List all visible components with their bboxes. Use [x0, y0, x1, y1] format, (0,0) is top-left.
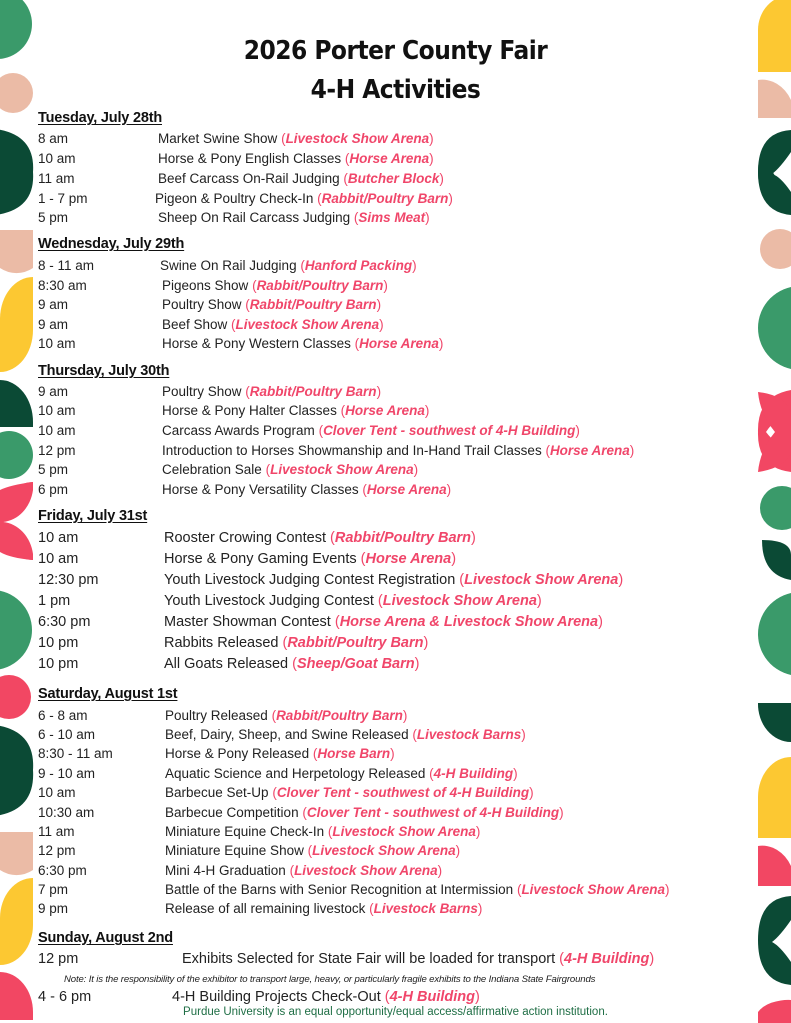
event-description — [162, 443, 634, 458]
event-description — [162, 423, 580, 438]
event-location-name: Horse Arena — [359, 336, 439, 351]
event-description — [165, 843, 460, 858]
event-location-name: Rabbit/Poultry Barn — [276, 708, 403, 723]
event-location: (Rabbit/Poultry Barn) — [241, 384, 382, 399]
event-name: Beef Show — [162, 317, 228, 332]
day-heading: Saturday, August 1st — [38, 686, 178, 702]
event-name: Introduction to Horses Showmanship and In-Hand Trail Classes — [162, 443, 542, 458]
event-location: (4-H Building) — [425, 766, 518, 781]
event-name: Barbecue Competition — [165, 805, 299, 820]
event-name: Mini 4-H Graduation — [165, 863, 286, 878]
event-location: (Rabbit/Poultry Barn) — [267, 708, 408, 723]
event-location-name: Horse Arena — [349, 151, 430, 166]
event-time: 10:30 am — [38, 805, 95, 820]
footer-disclaimer: Purdue University is an equal opportunity/equal access/affirmative action institution. — [183, 1006, 608, 1018]
event-location-name: Horse Barn — [317, 746, 391, 761]
event-time: 6:30 pm — [38, 863, 87, 878]
event-name: Market Swine Show — [158, 131, 278, 146]
event-description — [164, 614, 603, 630]
event-description — [162, 278, 388, 293]
event-name: Aquatic Science and Herpetology Released — [165, 766, 426, 781]
event-description — [162, 336, 443, 351]
event-name: Exhibits Selected for State Fair will be loaded for transport — [182, 951, 556, 967]
event-name: Horse & Pony Released — [165, 746, 310, 761]
event-name: Battle of the Barns with Senior Recognition at Intermission — [165, 882, 514, 897]
event-location-name: Sims Meat — [358, 210, 426, 225]
event-location-name: 4-H Building — [564, 951, 650, 967]
event-description — [164, 551, 456, 567]
event-time: 1 pm — [38, 593, 71, 609]
pink-quarter-shape — [758, 846, 791, 886]
event-location: (Clover Tent - southwest of 4-H Building) — [298, 805, 564, 820]
pink-petal-fill-shape — [758, 392, 791, 472]
event-location: (Horse Barn) — [309, 746, 395, 761]
event-time: 8 - 11 am — [38, 258, 95, 273]
event-location-name: Rabbit/Poultry Barn — [334, 530, 472, 546]
event-location: (Rabbit/Poultry Barn) — [248, 278, 388, 293]
event-time: 9 pm — [38, 901, 69, 916]
event-time: 10 am — [38, 530, 79, 546]
dark-green-half-shape — [758, 703, 791, 742]
event-time: 12 pm — [38, 951, 79, 967]
dark-green-chevron-shape — [758, 130, 791, 215]
event-description — [165, 882, 669, 897]
event-name: Barbecue Set-Up — [165, 785, 269, 800]
event-time: 10 am — [38, 336, 76, 351]
day-heading: Sunday, August 2nd — [38, 930, 173, 946]
pink-petal-shape — [0, 482, 33, 560]
event-description — [165, 746, 395, 761]
event-location: (Horse Arena) — [341, 151, 434, 166]
dark-green-leaf-shape — [762, 540, 791, 580]
event-time: 8:30 am — [38, 278, 87, 293]
event-location: (Livestock Show Arena) — [303, 843, 461, 858]
event-description — [158, 171, 444, 186]
event-description — [162, 403, 429, 418]
event-time: 9 am — [38, 317, 69, 332]
event-name: Horse & Pony English Classes — [158, 151, 342, 166]
event-name: All Goats Released — [164, 656, 289, 672]
yellow-leaf-shape — [0, 277, 33, 372]
event-time: 6 - 10 am — [38, 727, 96, 742]
event-description — [164, 593, 542, 609]
event-name: Rooster Crowing Contest — [164, 530, 326, 546]
yellow-leaf-shape — [758, 757, 791, 838]
event-location-name: Hanford Packing — [304, 258, 413, 273]
event-description — [162, 482, 451, 497]
event-location: (Livestock Show Arena) — [261, 462, 419, 477]
event-location-name: Horse Arena — [365, 551, 452, 567]
peach-quarter-shape — [0, 832, 33, 875]
event-time: 6 - 8 am — [38, 708, 88, 723]
event-name: Horse & Pony Western Classes — [162, 336, 351, 351]
event-time: 4 - 6 pm — [38, 989, 92, 1005]
day-heading: Wednesday, July 29th — [38, 236, 185, 252]
event-time: 6 pm — [38, 482, 69, 497]
event-location: (Horse Arena) — [356, 551, 457, 567]
dark-green-chevron-shape — [0, 724, 33, 817]
event-name: Celebration Sale — [162, 462, 262, 477]
event-location: (Horse Arena) — [358, 482, 452, 497]
event-location-name: Livestock Barns — [416, 727, 522, 742]
event-description — [160, 258, 417, 273]
peach-circle-shape — [760, 229, 791, 269]
event-description — [164, 635, 428, 651]
event-time: 10 pm — [38, 656, 79, 672]
event-description — [165, 766, 518, 781]
event-location-name: Rabbit/Poultry Barn — [287, 635, 424, 651]
event-location: (Clover Tent - southwest of 4-H Building) — [314, 423, 580, 438]
event-location-name: Livestock Show Arena — [332, 824, 476, 839]
peach-quarter-shape — [758, 80, 791, 118]
event-description — [162, 462, 418, 477]
transport-note: Note: It is the responsibility of the exhibitor to transport large, heavy, or particularly fragile exhibits to the Indiana State Fairgrounds — [64, 974, 596, 985]
event-description — [165, 727, 526, 742]
event-name: Horse & Pony Halter Classes — [162, 403, 337, 418]
event-location-name: Livestock Show Arena — [521, 882, 665, 897]
green-circle-shape — [760, 486, 791, 530]
event-location-name: Horse Arena & Livestock Show Arena — [339, 614, 599, 630]
event-location-name: Livestock Barns — [373, 901, 478, 916]
event-location-name: Rabbit/Poultry Barn — [321, 191, 449, 206]
event-description — [162, 384, 381, 399]
event-time: 5 pm — [38, 210, 69, 225]
event-name: Beef, Dairy, Sheep, and Swine Released — [165, 727, 409, 742]
peach-quarter-shape — [0, 230, 33, 273]
event-location-name: Livestock Show Arena — [294, 863, 438, 878]
page-subtitle: 4-H Activities — [310, 75, 481, 105]
event-name: Pigeons Show — [162, 278, 249, 293]
event-location-name: Clover Tent - southwest of 4-H Building — [306, 805, 560, 820]
event-location-name: Livestock Show Arena — [312, 843, 456, 858]
peach-circle-shape — [0, 73, 33, 113]
event-time: 10 am — [38, 423, 76, 438]
event-location-name: Sheep/Goat Barn — [296, 656, 415, 672]
event-name: Swine On Rail Judging — [160, 258, 297, 273]
event-location-name: Horse Arena — [549, 443, 630, 458]
event-location-name: Rabbit/Poultry Barn — [249, 297, 377, 312]
event-description — [164, 530, 476, 546]
event-name: Miniature Equine Show — [165, 843, 304, 858]
event-description — [162, 297, 381, 312]
green-circle-shape — [758, 286, 791, 370]
day-heading: Thursday, July 30th — [38, 363, 170, 379]
pink-circle-shape — [0, 675, 31, 719]
yellow-leaf-shape — [758, 0, 791, 72]
event-name: Release of all remaining livestock — [165, 901, 366, 916]
event-location: (Clover Tent - southwest of 4-H Building) — [268, 785, 534, 800]
event-location: (Sims Meat) — [350, 210, 430, 225]
event-name: 4-H Building Projects Check-Out — [172, 989, 381, 1005]
event-location: (Rabbit/Poultry Barn) — [326, 530, 476, 546]
event-location-name: Livestock Show Arena — [382, 593, 537, 609]
event-location: (Horse Arena) — [336, 403, 430, 418]
event-description — [158, 210, 430, 225]
pink-petal-shape — [758, 390, 791, 472]
event-time: 7 pm — [38, 882, 69, 897]
event-name: Beef Carcass On-Rail Judging — [158, 171, 340, 186]
event-description — [182, 951, 654, 967]
event-time: 10 pm — [38, 635, 79, 651]
event-location: (Rabbit/Poultry Barn) — [241, 297, 382, 312]
event-location-name: 4-H Building — [433, 766, 514, 781]
event-location: (Livestock Barns) — [408, 727, 526, 742]
event-time: 9 am — [38, 384, 69, 399]
event-time: 10 am — [38, 785, 76, 800]
event-location-name: Livestock Show Arena — [270, 462, 414, 477]
event-location-name: Livestock Show Arena — [285, 131, 430, 146]
event-name: Poultry Show — [162, 384, 242, 399]
event-time: 5 pm — [38, 462, 69, 477]
event-name: Sheep On Rail Carcass Judging — [158, 210, 351, 225]
dark-green-chevron-shape — [758, 896, 791, 985]
event-location: (4-H Building) — [380, 989, 480, 1005]
dark-green-half-shape — [0, 380, 33, 427]
event-location: (Livestock Show Arena) — [373, 593, 542, 609]
pink-petal-fill-shape — [0, 482, 33, 560]
event-time: 12 pm — [38, 443, 76, 458]
event-time: 11 am — [38, 824, 75, 839]
event-description — [165, 785, 534, 800]
event-location: (Livestock Show Arena) — [277, 131, 434, 146]
event-name: Youth Livestock Judging Contest — [164, 593, 374, 609]
event-time: 10 am — [38, 151, 76, 166]
event-location: (Rabbit/Poultry Barn) — [313, 191, 453, 206]
event-time: 9 - 10 am — [38, 766, 96, 781]
event-name: Horse & Pony Versatility Classes — [162, 482, 359, 497]
event-location-name: Butcher Block — [347, 171, 440, 186]
page-title: 2026 Porter County Fair — [243, 36, 548, 66]
event-location: (Hanford Packing) — [296, 258, 417, 273]
event-name: Rabbits Released — [164, 635, 279, 651]
event-location: (Butcher Block) — [339, 171, 444, 186]
event-name: Carcass Awards Program — [162, 423, 315, 438]
event-name: Pigeon & Poultry Check-In — [155, 191, 314, 206]
event-time: 9 am — [38, 297, 69, 312]
event-location-name: Rabbit/Poultry Barn — [249, 384, 377, 399]
event-location: (Rabbit/Poultry Barn) — [278, 635, 429, 651]
event-location-name: Horse Arena — [345, 403, 425, 418]
event-description — [165, 708, 407, 723]
event-location-name: Rabbit/Poultry Barn — [256, 278, 384, 293]
event-location: (Sheep/Goat Barn) — [288, 656, 420, 672]
yellow-leaf-shape — [0, 878, 33, 965]
event-location: (4-H Building) — [555, 951, 655, 967]
dark-green-chevron-fill-shape — [758, 130, 791, 215]
day-heading: Tuesday, July 28th — [38, 110, 162, 126]
event-location-name: 4-H Building — [389, 989, 475, 1005]
event-location: (Livestock Show Arena) — [455, 572, 624, 588]
day-heading: Friday, July 31st — [38, 508, 148, 524]
event-description — [165, 824, 480, 839]
event-location-name: Clover Tent - southwest of 4-H Building — [323, 423, 576, 438]
event-location: (Livestock Barns) — [365, 901, 483, 916]
event-time: 8:30 - 11 am — [38, 746, 113, 761]
event-time: 1 - 7 pm — [38, 191, 88, 206]
green-circle-shape — [0, 0, 32, 59]
event-location: (Livestock Show Arena) — [324, 824, 481, 839]
event-location: (Livestock Show Arena) — [227, 317, 384, 332]
event-description — [162, 317, 384, 332]
event-description — [165, 901, 482, 916]
event-location: (Livestock Show Arena) — [285, 863, 443, 878]
event-name: Master Showman Contest — [164, 614, 331, 630]
event-description — [155, 191, 453, 206]
event-time: 11 am — [38, 171, 75, 186]
dark-green-leaf-shape — [0, 130, 33, 215]
event-description — [164, 572, 623, 588]
event-location-name: Horse Arena — [366, 482, 447, 497]
event-name: Poultry Show — [162, 297, 242, 312]
event-time: 8 am — [38, 131, 69, 146]
event-name: Poultry Released — [165, 708, 268, 723]
green-circle-shape — [758, 592, 791, 676]
event-description — [158, 151, 434, 166]
event-location-name: Livestock Show Arena — [235, 317, 380, 332]
event-description — [158, 131, 434, 146]
event-location-name: Livestock Show Arena — [464, 572, 619, 588]
event-location: (Livestock Show Arena) — [513, 882, 670, 897]
event-description — [172, 989, 480, 1005]
event-location-name: Clover Tent - southwest of 4-H Building — [276, 785, 530, 800]
event-description — [165, 805, 564, 820]
event-description — [164, 656, 419, 672]
event-name: Horse & Pony Gaming Events — [164, 551, 357, 567]
event-description — [165, 863, 442, 878]
event-location: (Horse Arena) — [350, 336, 444, 351]
event-name: Miniature Equine Check-In — [165, 824, 325, 839]
event-time: 6:30 pm — [38, 614, 91, 630]
event-time: 12:30 pm — [38, 572, 99, 588]
event-location: (Horse Arena) — [541, 443, 635, 458]
event-location: (Horse Arena & Livestock Show Arena) — [330, 614, 603, 630]
green-circle-shape — [0, 431, 33, 479]
event-time: 10 am — [38, 403, 76, 418]
event-time: 12 pm — [38, 843, 76, 858]
event-name: Youth Livestock Judging Contest Registration — [164, 572, 456, 588]
event-time: 10 am — [38, 551, 79, 567]
green-circle-shape — [0, 590, 32, 670]
dark-green-chevron-shape — [0, 128, 33, 216]
